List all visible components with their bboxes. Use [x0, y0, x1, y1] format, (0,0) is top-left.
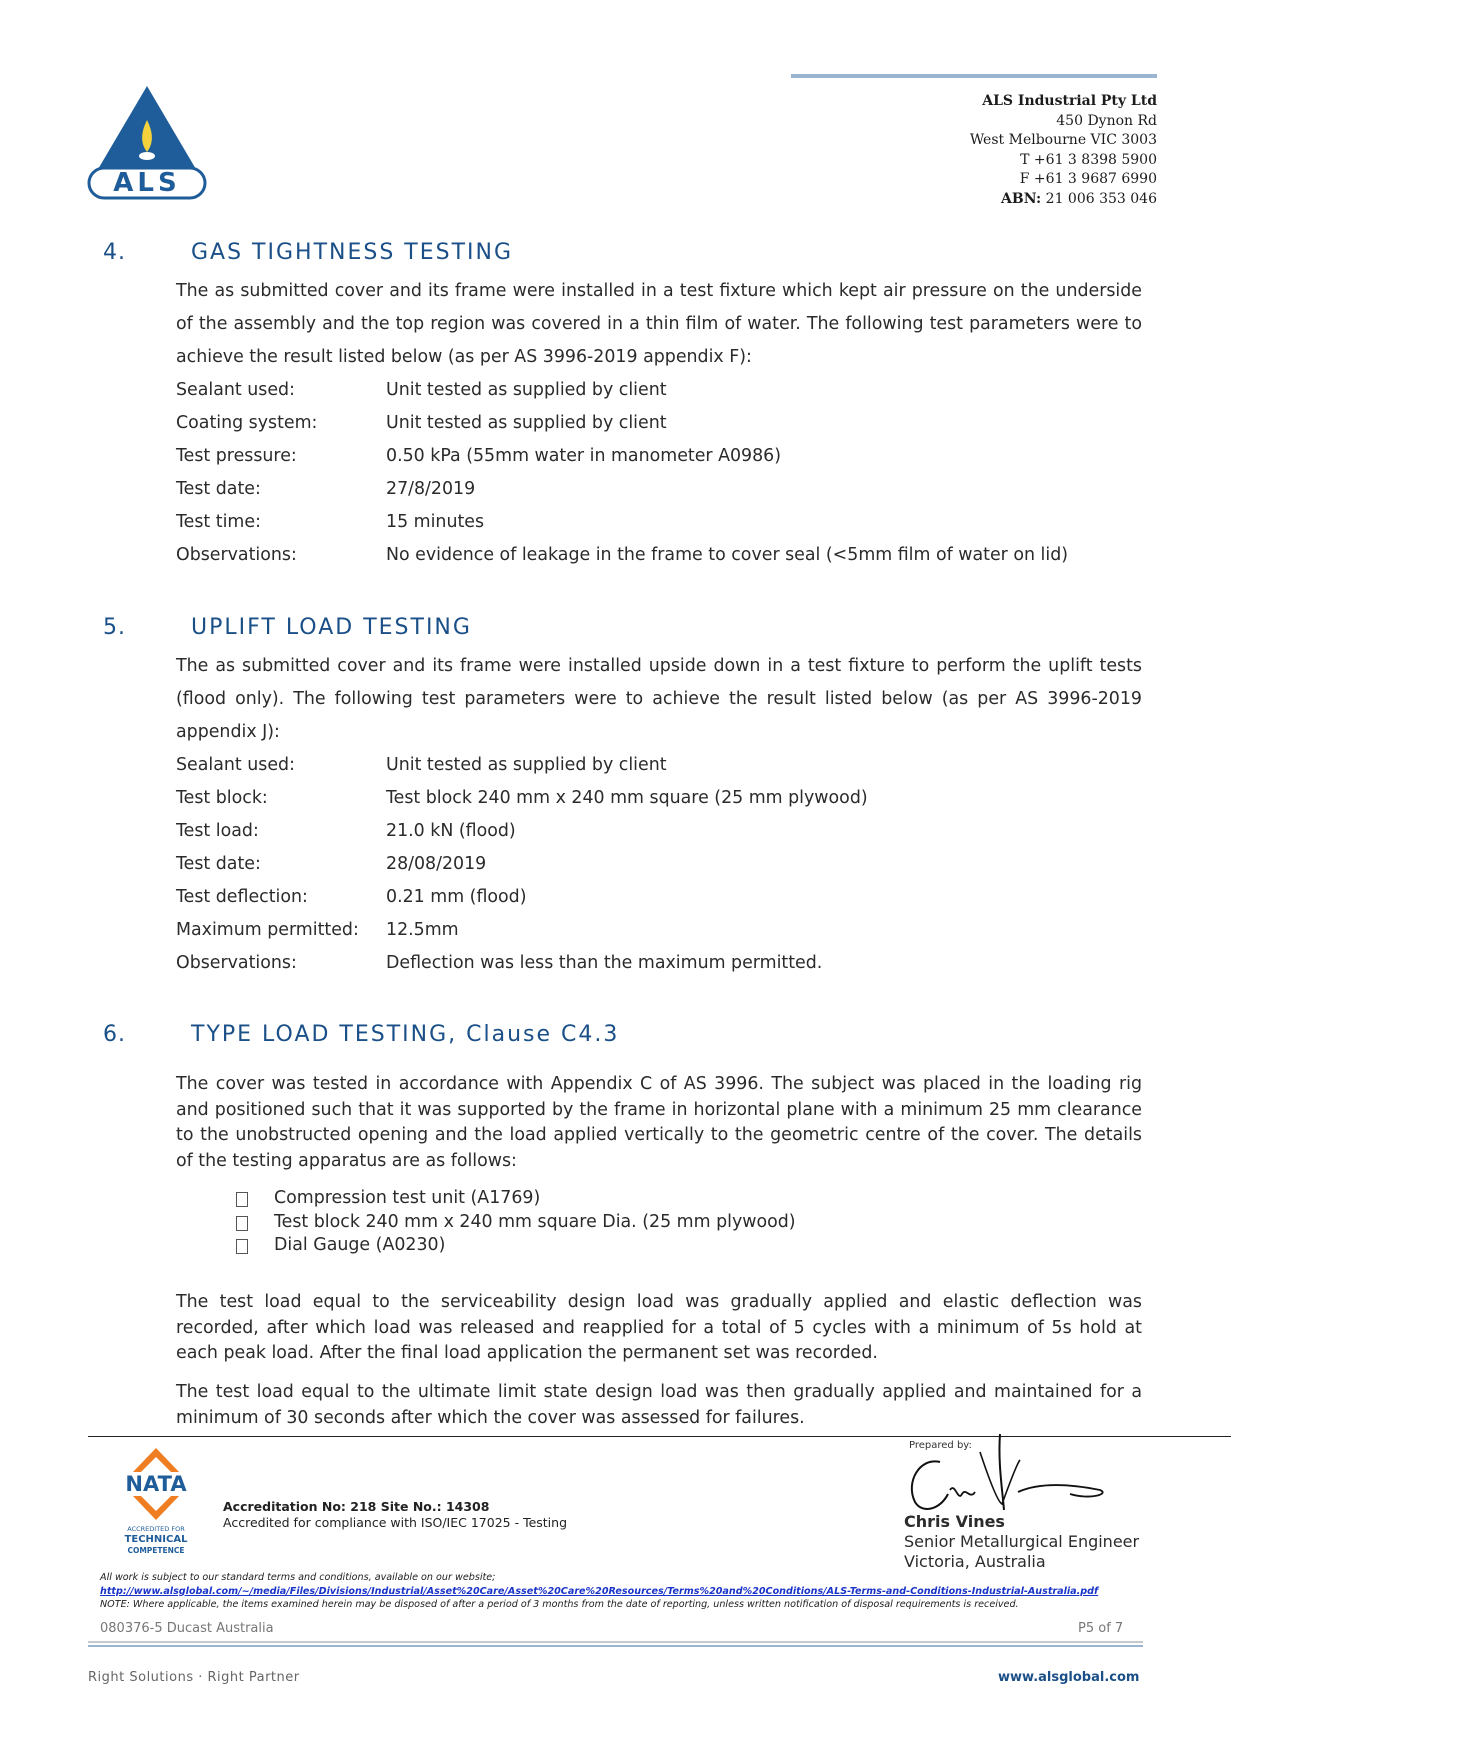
parameter-label: Coating system: [176, 413, 318, 433]
parameter-label: Sealant used: [176, 755, 295, 775]
nata-sub-3: COMPETENCE [127, 1546, 185, 1555]
company-name: ALS Industrial Pty Ltd [982, 93, 1157, 109]
parameter-value: 28/08/2019 [386, 854, 487, 874]
parameter-value: 27/8/2019 [386, 479, 476, 499]
parameter-row [176, 506, 1176, 539]
list-item: Test block 240 mm x 240 mm square Dia. (25 mm plywood) [236, 1211, 796, 1235]
parameter-label: Test date: [176, 479, 261, 499]
address-line-2: West Melbourne VIC 3003 [969, 132, 1157, 148]
section-4-title: GAS TIGHTNESS TESTING [191, 240, 514, 265]
nata-text: NATA [125, 1472, 187, 1496]
parameter-label: Test date: [176, 854, 261, 874]
parameter-value: 12.5mm [386, 920, 459, 940]
parameter-row [176, 782, 1176, 815]
parameter-label: Sealant used: [176, 380, 295, 400]
terms-and-conditions [100, 1571, 1120, 1612]
tagline: Right Solutions · Right Partner [88, 1670, 300, 1685]
apparatus-list [236, 1187, 796, 1258]
checkbox-icon [236, 1216, 248, 1231]
accreditation [223, 1499, 567, 1531]
parameter-label: Maximum permitted: [176, 920, 359, 940]
company-address [970, 92, 1157, 209]
signature [900, 1432, 1130, 1522]
parameter-label: Test time: [176, 512, 261, 532]
parameter-label: Test pressure: [176, 446, 297, 466]
parameter-value: Deflection was less than the maximum permitted. [386, 953, 823, 973]
nata-logo [113, 1446, 199, 1566]
terms-note: NOTE: Where applicable, the items examined herein may be disposed of after a period of 3 months from the date of reporting, unless written notification of disposal requirements is received. [100, 1599, 1019, 1610]
abn-label: ABN: [1001, 190, 1042, 207]
logo-text: ALS [113, 168, 181, 198]
parameter-value: No evidence of leakage in the frame to cover seal (<5mm film of water on lid) [386, 545, 1069, 565]
nata-sub-1: ACCREDITED FOR [127, 1525, 185, 1533]
parameter-row [176, 848, 1176, 881]
phone: T +61 3 8398 5900 [1020, 151, 1157, 168]
page-number: P5 of 7 [1078, 1621, 1124, 1636]
header-rule [791, 74, 1157, 78]
accreditation-compliance: Accredited for compliance with ISO/IEC 17025 - Testing [223, 1515, 568, 1530]
website-link[interactable]: www.alsglobal.com [998, 1670, 1140, 1685]
checkbox-icon [236, 1239, 248, 1254]
parameter-row [176, 914, 1176, 947]
parameter-value: 15 minutes [386, 512, 485, 532]
section-6-title: TYPE LOAD TESTING, Clause C4.3 [191, 1022, 620, 1047]
parameter-value: 0.21 mm (flood) [386, 887, 527, 907]
parameter-row [176, 407, 1176, 440]
parameter-label: Observations: [176, 545, 297, 565]
address-line-1: 450 Dynon Rd [1056, 112, 1157, 129]
accreditation-number: Accreditation No: 218 Site No.: 14308 [223, 1499, 490, 1514]
section-5-title: UPLIFT LOAD TESTING [191, 615, 472, 640]
parameter-label: Test block: [176, 788, 268, 808]
parameter-value: 0.50 kPa (55mm water in manometer A0986) [386, 446, 782, 466]
list-item: Dial Gauge (A0230) [236, 1234, 796, 1258]
abn-value: 21 006 353 046 [1045, 190, 1157, 207]
signer-location: Victoria, Australia [904, 1552, 1046, 1571]
section-4-intro: The as submitted cover and its frame were installed in a test fixture which kept air pressure on the underside of the assembly and the top region was covered in a thin film of water. The following test parameters were to achieve the result listed below (as per AS 3996-2019 appendix F): [176, 281, 1142, 367]
parameter-value: 21.0 kN (flood) [386, 821, 516, 841]
parameter-label: Observations: [176, 953, 297, 973]
parameter-row [176, 815, 1176, 848]
document-reference: 080376-5 Ducast Australia [100, 1621, 274, 1636]
prepared-by-label: Prepared by: [909, 1440, 972, 1451]
signer-title: Senior Metallurgical Engineer [904, 1532, 1140, 1551]
parameter-value: Unit tested as supplied by client [386, 380, 667, 400]
parameter-label: Test deflection: [176, 887, 308, 907]
parameter-value: Unit tested as supplied by client [386, 755, 667, 775]
parameter-row [176, 473, 1176, 506]
als-logo [86, 82, 208, 200]
terms-line: All work is subject to our standard terms and conditions, available on our website; [100, 1572, 496, 1583]
footer-blue-rule [88, 1645, 1143, 1647]
parameter-row [176, 440, 1176, 473]
parameter-row [176, 749, 1176, 782]
list-item: Compression test unit (A1769) [236, 1187, 796, 1211]
abn [970, 190, 1157, 210]
terms-link[interactable]: http://www.alsglobal.com/~/media/Files/Divisions/Industrial/Asset%20Care/Asset%20Care%20Resources/Terms%20and%20Conditions/ALS-Terms-and-Conditions-Industrial-Australia.pdf [100, 1585, 1099, 1597]
signer-block [904, 1512, 1139, 1572]
section-6-para-3: The test load equal to the ultimate limit state design load was then gradually applied and maintained for a minimum of 30 seconds after which the cover was assessed for failures. [176, 1382, 1142, 1428]
parameter-value: Unit tested as supplied by client [386, 413, 667, 433]
section-6-para-1: The cover was tested in accordance with Appendix C of AS 3996. The subject was placed in the loading rig and positioned such that it was supported by the frame in horizontal plane with a minimum 25 mm clearance to the unobstructed opening and the load applied vertically to the geometric centre of the cover. The details of the testing apparatus are as follows: [176, 1074, 1142, 1171]
parameter-value: Test block 240 mm x 240 mm square (25 mm plywood) [386, 788, 868, 808]
fax: F +61 3 9687 6990 [1019, 171, 1157, 187]
parameter-row [176, 947, 1176, 980]
section-5-number: 5. [103, 615, 126, 640]
section-6-para-2: The test load equal to the serviceability design load was gradually applied and elastic deflection was recorded, after which load was released and reapplied for a total of 5 cycles with a minimum of 5s hold at each peak load. After the final load application the permanent set was recorded. [176, 1292, 1142, 1363]
section-6-number: 6. [103, 1022, 126, 1047]
parameter-row [176, 539, 1176, 572]
section-4-number: 4. [103, 240, 126, 265]
signer-name: Chris Vines [904, 1512, 1005, 1531]
footer-grey-rule [88, 1641, 1143, 1643]
section-5-intro: The as submitted cover and its frame were installed upside down in a test fixture to perform the uplift tests (flood only). The following test parameters were to achieve the result listed below (as per AS 3996-2019 appendix J): [176, 656, 1142, 742]
nata-sub-2: TECHNICAL [124, 1534, 188, 1545]
parameter-row [176, 881, 1176, 914]
parameter-row [176, 374, 1176, 407]
checkbox-icon [236, 1192, 248, 1207]
parameter-label: Test load: [176, 821, 259, 841]
